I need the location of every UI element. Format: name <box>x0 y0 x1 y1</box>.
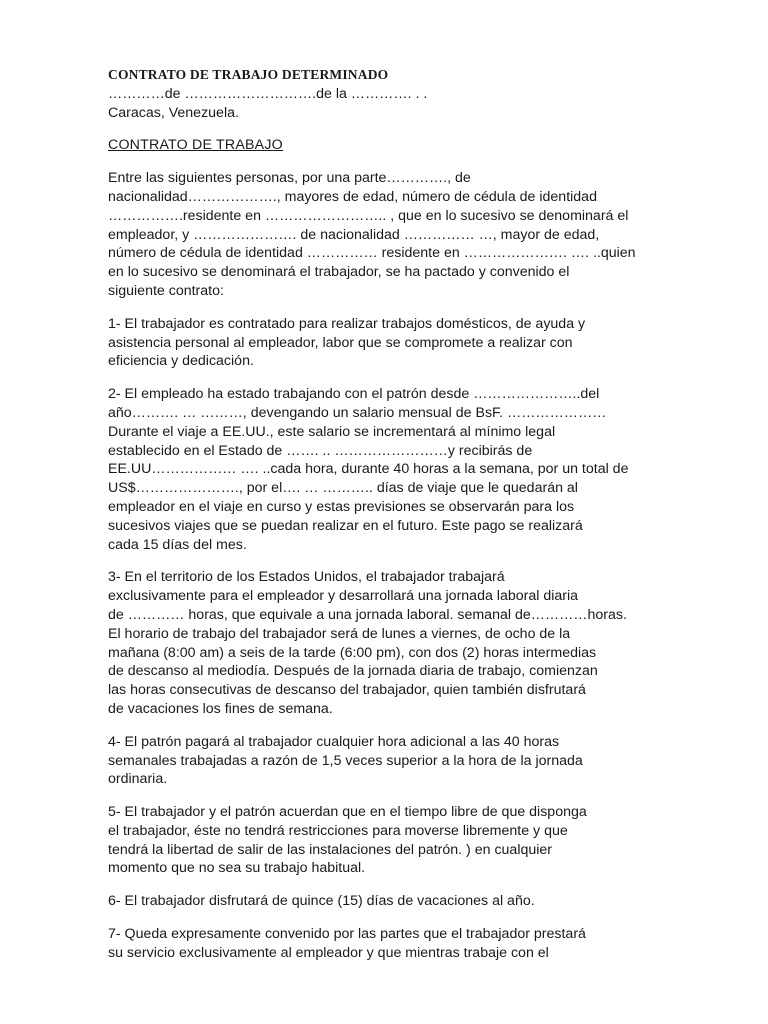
paragraph-line: asistencia personal al empleador, labor que se compromete a realizar con <box>108 334 573 351</box>
section-heading: CONTRATO DE TRABAJO <box>108 137 283 154</box>
paragraph-line: su servicio exclusivamente al empleador y que mientras trabaje con el <box>108 944 549 961</box>
paragraph-line: semanales trabajadas a razón de 1,5 veces superior a la hora de la jornada <box>108 752 583 769</box>
paragraph-line: siguiente contrato: <box>108 282 224 299</box>
place-line: Caracas, Venezuela. <box>108 104 239 121</box>
paragraph-line: año………. … ………, devengando un salario mensual de BsF. ………………… <box>108 404 607 421</box>
contract-paragraph <box>108 803 668 878</box>
contract-body <box>108 169 668 962</box>
paragraph-line: EE.UU……………… …. ..cada hora, durante 40 horas a la semana, por un total de <box>108 461 629 478</box>
paragraph-line: 3- En el territorio de los Estados Unidos, el trabajador trabajará <box>108 569 505 586</box>
paragraph-line: …………….residente en …………………….. , que en lo sucesivo se denominará el <box>108 207 629 224</box>
contract-paragraph <box>108 892 668 911</box>
document-page <box>108 66 668 963</box>
paragraph-line: 6- El trabajador disfrutará de quince (15) días de vacaciones al año. <box>108 893 535 910</box>
contract-paragraph <box>108 169 668 301</box>
paragraph-line: de ………… horas, que equivale a una jornada laboral. semanal de…………horas. <box>108 606 627 623</box>
paragraph-line: US$…………………., por el…. … ……….. días de viaje que le quedarán al <box>108 480 578 497</box>
paragraph-line: 7- Queda expresamente convenido por las partes que el trabajador prestará <box>108 926 586 943</box>
paragraph-line: tendrá la libertad de salir de las instalaciones del patrón. ) en cualquier <box>108 841 553 858</box>
paragraph-line: mañana (8:00 am) a seis de la tarde (6:00 pm), con dos (2) horas intermedias <box>108 644 597 661</box>
paragraph-line: 2- El empleado ha estado trabajando con el patrón desde …………………..del <box>108 386 600 403</box>
paragraph-line: 5- El trabajador y el patrón acuerdan que en el tiempo libre de que disponga <box>108 804 587 821</box>
paragraph-line: las horas consecutivas de descanso del trabajador, quien también disfrutará <box>108 682 586 699</box>
contract-paragraph <box>108 733 668 789</box>
contract-paragraph <box>108 925 668 963</box>
paragraph-line: Durante el viaje a EE.UU., este salario se incrementará al mínimo legal <box>108 423 556 440</box>
paragraph-line: El horario de trabajo del trabajador será de lunes a viernes, de ocho de la <box>108 625 571 642</box>
paragraph-line: empleador en el viaje en curso y estas previsiones se observarán para los <box>108 498 575 515</box>
paragraph-line: eficiencia y dedicación. <box>108 353 254 370</box>
paragraph-line: exclusivamente para el empleador y desarrollará una jornada laboral diaria <box>108 588 579 605</box>
paragraph-line: número de cédula de identidad …………… residente en …………………. …. ..quien <box>108 245 636 262</box>
paragraph-line: ordinaria. <box>108 771 168 788</box>
paragraph-line: cada 15 días del mes. <box>108 536 247 553</box>
paragraph-line: empleador, y …………………. de nacionalidad …………… …, mayor de edad, <box>108 226 600 243</box>
document-title: CONTRATO DE TRABAJO DETERMINADO <box>108 67 389 82</box>
date-line: …………de ……………………….de la …………. . . <box>108 85 428 102</box>
paragraph-line: establecido en el Estado de ……. .. ……………………y recibirás de <box>108 442 533 459</box>
paragraph-line: 4- El patrón pagará al trabajador cualquier hora adicional a las 40 horas <box>108 733 560 750</box>
contract-paragraph <box>108 315 668 371</box>
paragraph-line: momento que no sea su trabajo habitual. <box>108 860 366 877</box>
paragraph-line: de vacaciones los fines de semana. <box>108 700 333 717</box>
paragraph-line: sucesivos viajes que se puedan realizar en el futuro. Este pago se realizará <box>108 517 583 534</box>
contract-paragraph <box>108 385 668 554</box>
paragraph-line: nacionalidad………………., mayores de edad, número de cédula de identidad <box>108 188 597 205</box>
paragraph-line: 1- El trabajador es contratado para realizar trabajos domésticos, de ayuda y <box>108 315 586 332</box>
contract-paragraph <box>108 568 668 718</box>
paragraph-line: en lo sucesivo se denominará el trabajador, se ha pactado y convenido el <box>108 264 570 281</box>
paragraph-line: Entre las siguientes personas, por una parte…………., de <box>108 170 471 187</box>
paragraph-line: de descanso al mediodía. Después de la jornada diaria de trabajo, comienzan <box>108 663 598 680</box>
paragraph-line: el trabajador, éste no tendrá restricciones para moverse libremente y que <box>108 822 568 839</box>
